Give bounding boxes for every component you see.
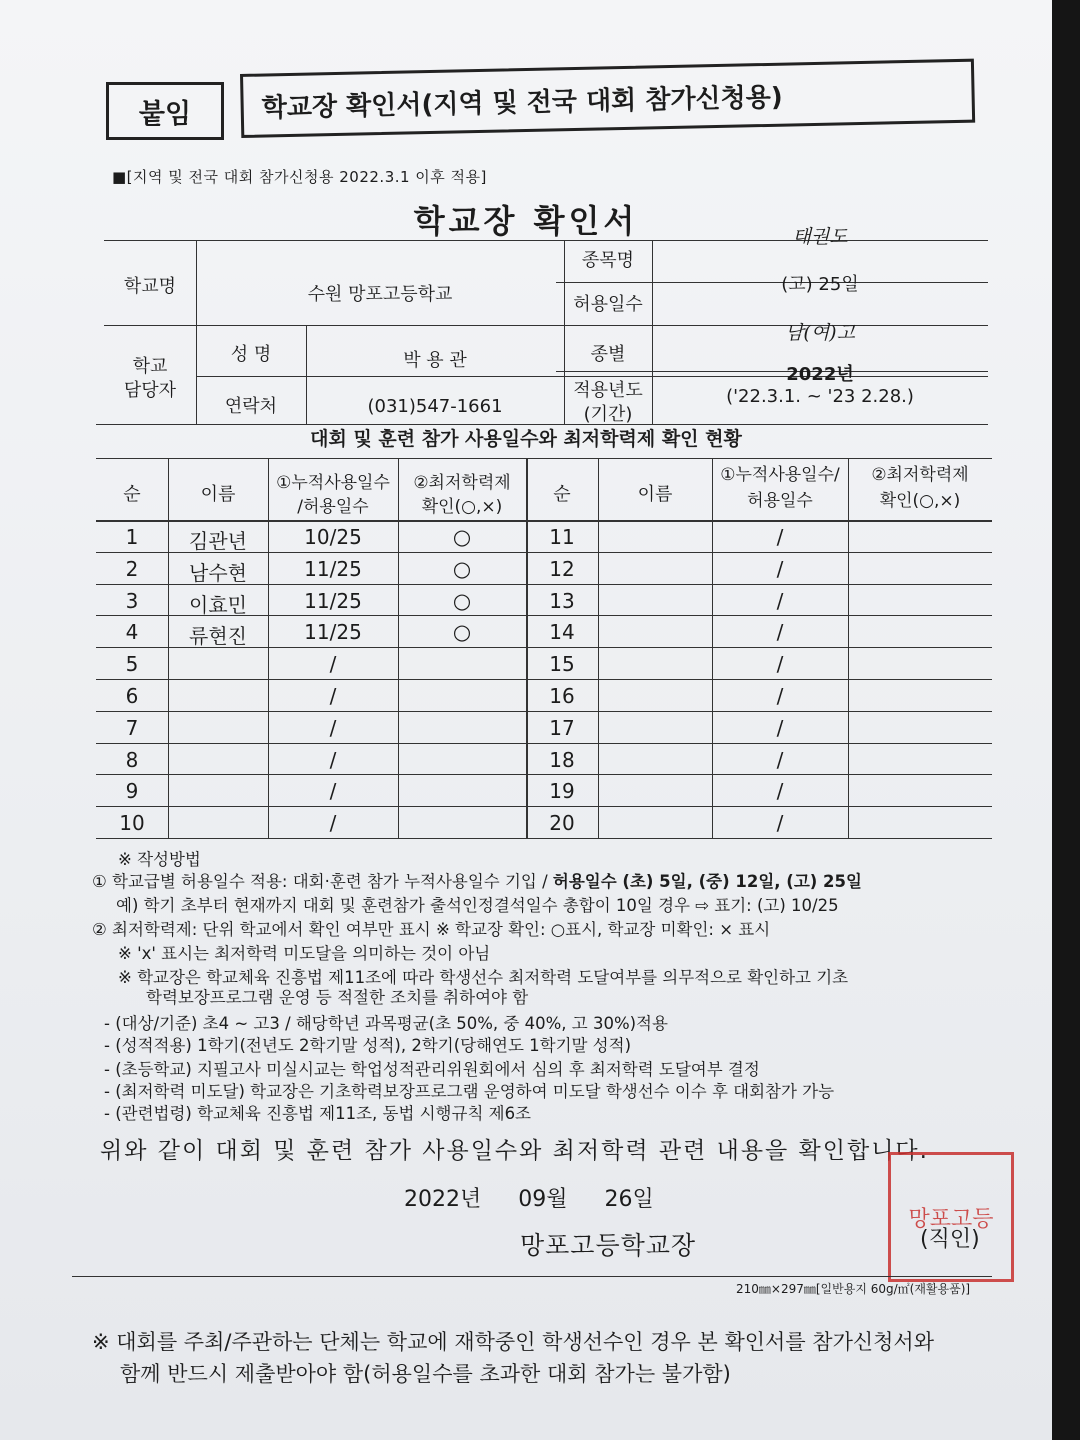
left-row-1-no: 1: [125, 525, 139, 549]
notes-heading: ※ 작성방법: [118, 850, 201, 869]
table-top-line: [96, 458, 992, 459]
note-4a: ※ 학교장은 학교체육 진흥법 제11조에 따라 학생선수 최저학력 도달여부를 의무적으로 확인하고 기초: [118, 968, 849, 987]
name-label: 성 명: [230, 344, 272, 365]
row-divider: [96, 647, 526, 648]
principal-title: 망포고등학교장: [520, 1231, 697, 1260]
left-row-7-no: 7: [125, 715, 139, 740]
left-row-10-no: 10: [119, 811, 145, 836]
left-row-2-check: ○: [452, 556, 472, 581]
row-divider: [526, 774, 992, 775]
right-row-1-no: 11: [549, 525, 575, 549]
footer-line-1: ※ 대회를 주최/주관하는 단체는 학교에 재학중인 학생선수인 경우 본 확인서를 참가신청서와: [92, 1330, 935, 1354]
right-row-7-days: /: [776, 715, 784, 740]
left-row-8-days: /: [329, 747, 337, 772]
section-title: 대회 및 훈련 참가 사용일수와 최저학력제 확인 현황: [310, 428, 742, 450]
header-days-right-1: ①누적사용일수/: [720, 465, 840, 485]
row-divider: [96, 774, 526, 775]
left-row-6-no: 6: [125, 684, 139, 708]
left-row-3-no: 3: [125, 588, 139, 613]
right-row-9-days: /: [776, 779, 784, 804]
detail-1: - (대상/기준) 초4 ~ 고3 / 해당학년 과목평균(초 50%, 중 40%, 고 30%)적용: [104, 1014, 668, 1033]
left-row-9-days: /: [329, 779, 337, 804]
date-month: 09월: [518, 1187, 568, 1212]
right-row-4-no: 14: [549, 620, 575, 645]
paper-spec: 210㎜×297㎜[일반용지 60g/㎡(재활용품)]: [736, 1282, 971, 1296]
left-row-4-check: ○: [452, 620, 472, 645]
left-row-1-name: 김관년: [189, 529, 247, 553]
sport-label: 종목명: [581, 250, 635, 271]
table-header-line: [96, 520, 992, 522]
footer-line-2: 함께 반드시 제출받아야 함(허용일수를 초과한 대회 참가는 불가함): [120, 1362, 731, 1386]
left-row-10-days: /: [329, 811, 337, 836]
year-value: 2022년: [786, 364, 854, 385]
school-label: 학교명: [123, 276, 177, 297]
gender-label: 종별: [590, 344, 626, 365]
right-row-8-no: 18: [549, 747, 575, 772]
row-divider: [526, 615, 992, 616]
note-1-bold: 허용일수 (초) 5일, (중) 12일, (고) 25일: [552, 872, 862, 891]
left-row-2-name: 남수현: [189, 560, 247, 585]
note-2: ② 최저학력제: 단위 학교에서 확인 여부만 표시 ※ 학교장 확인: ○표시, 학교장 미확인: × 표시: [92, 920, 771, 939]
row-divider: [96, 552, 526, 553]
background-edge: [1052, 0, 1080, 1440]
right-row-6-no: 16: [549, 684, 575, 708]
left-row-7-days: /: [329, 715, 337, 740]
left-row-5-days: /: [329, 652, 337, 677]
header-check-right-1: ②최저학력제: [871, 465, 969, 485]
right-row-8-days: /: [776, 747, 784, 772]
right-row-7-no: 17: [549, 715, 575, 740]
right-row-4-days: /: [776, 620, 784, 645]
header-name-left: 이름: [200, 484, 236, 505]
header-check-left-1: ②최저학력제: [413, 473, 511, 493]
header-no-left: 순: [123, 484, 141, 505]
detail-3: - (초등학교) 지필고사 미실시교는 학업성적관리위원회에서 심의 후 최저학력 도달여부 결정: [104, 1060, 760, 1079]
left-row-3-name: 이효민: [189, 592, 247, 617]
issue-date: [404, 1182, 654, 1213]
right-row-10-days: /: [776, 811, 784, 836]
attachment-tag: 붙임: [106, 82, 224, 140]
row-divider: [96, 743, 526, 744]
left-row-1-check: ○: [452, 525, 472, 549]
left-row-2-days: 11/25: [304, 556, 362, 581]
detail-5: - (관련법령) 학교체육 진흥법 제11조, 동법 시행규칙 제6조: [104, 1104, 531, 1123]
sport-value: 태권도: [792, 226, 848, 248]
header-name-right: 이름: [637, 484, 673, 505]
row-divider: [96, 615, 526, 616]
left-row-1-days: 10/25: [304, 525, 362, 549]
contact-label-2: 담당자: [123, 380, 177, 401]
right-row-5-days: /: [776, 652, 784, 677]
header-days-left-2: /허용일수: [297, 497, 369, 517]
closing-line: [72, 1276, 992, 1277]
detail-2: - (성적적용) 1학기(전년도 2학기말 성적), 2학기(당해연도 1학기말 성적): [104, 1036, 632, 1055]
note-1: [92, 868, 862, 892]
left-row-2-no: 2: [125, 556, 139, 581]
row-divider: [526, 806, 992, 807]
left-row-9-no: 9: [125, 779, 139, 804]
date-day: 26일: [604, 1187, 654, 1212]
apply-note: ■[지역 및 전국 대회 참가신청용 2022.3.1 이후 적용]: [112, 168, 487, 186]
left-row-4-no: 4: [125, 620, 139, 645]
row-divider: [526, 584, 992, 585]
header-days-left-1: ①누적사용일수: [276, 473, 390, 493]
header-check-left-2: 확인(○,×): [421, 497, 503, 517]
phone-label: 연락처: [224, 396, 278, 417]
left-row-8-no: 8: [125, 747, 139, 772]
date-year: 2022년: [404, 1187, 482, 1212]
left-row-4-days: 11/25: [304, 620, 362, 645]
header-no-right: 순: [553, 484, 571, 505]
contact-label-1: 학교: [132, 356, 168, 377]
row-divider: [96, 806, 526, 807]
period-value: ('22.3.1. ~ '23 2.28.): [726, 386, 914, 407]
name-value: 박 용 관: [403, 350, 467, 371]
seal-label: (직인): [920, 1227, 980, 1252]
header-days-right-2: 허용일수: [747, 491, 813, 511]
left-row-3-days: 11/25: [304, 588, 362, 613]
right-row-2-days: /: [776, 556, 784, 581]
right-row-6-days: /: [776, 684, 784, 708]
document-title: 학교장 확인서: [413, 202, 639, 240]
row-divider: [526, 647, 992, 648]
detail-4: - (최저학력 미도달) 학교장은 기초학력보장프로그램 운영하여 미도달 학생선수 이수 후 대회참가 가능: [104, 1082, 835, 1101]
note-1-example: 예) 학기 초부터 현재까지 대회 및 훈련참가 출석인정결석일수 총합이 10일 경우 ⇨ 표기: (고) 10/25: [116, 896, 839, 915]
confirmation-text: 위와 같이 대회 및 훈련 참가 사용일수와 최저학력 관련 내용을 확인합니다.: [100, 1138, 929, 1164]
phone-value: (031)547-1661: [367, 396, 503, 417]
row-divider: [526, 552, 992, 553]
right-row-3-no: 13: [549, 588, 575, 613]
left-row-5-no: 5: [125, 652, 139, 677]
year-label-1: 적용년도: [573, 380, 643, 401]
right-row-10-no: 20: [549, 811, 575, 836]
official-stamp: [888, 1152, 1014, 1282]
gender-value: 남(여)고: [785, 322, 855, 344]
header-check-right-2: 확인(○,×): [879, 491, 961, 511]
row-divider: [526, 743, 992, 744]
note-3: ※ 'x' 표시는 최저학력 미도달을 의미하는 것이 아님: [118, 944, 491, 963]
left-row-6-days: /: [329, 684, 337, 708]
left-row-3-check: ○: [452, 588, 472, 613]
note-1-text: ① 학교급별 허용일수 적용: 대회·훈련 참가 누적사용일수 기입 /: [92, 872, 553, 891]
stamp-text: 망포고등: [908, 1206, 994, 1232]
row-divider: [96, 679, 526, 680]
year-label-2: (기간): [583, 404, 633, 425]
row-divider: [96, 584, 526, 585]
row-divider: [96, 711, 526, 712]
header-title: 학교장 확인서(지역 및 전국 대회 참가신청용): [240, 59, 975, 138]
row-divider: [526, 711, 992, 712]
days-value: (고) 25일: [781, 274, 859, 295]
days-label: 허용일수: [573, 294, 643, 315]
left-row-4-name: 류현진: [189, 624, 247, 649]
note-4b: 학력보장프로그램 운영 등 적절한 조치를 취하여야 함: [146, 988, 529, 1007]
table-bottom-line: [96, 838, 992, 839]
right-row-1-days: /: [776, 525, 784, 549]
right-row-5-no: 15: [549, 652, 575, 677]
school-value: 수원 망포고등학교: [307, 284, 453, 305]
right-row-2-no: 12: [549, 556, 575, 581]
right-row-9-no: 19: [549, 779, 575, 804]
row-divider: [526, 679, 992, 680]
right-row-3-days: /: [776, 588, 784, 613]
